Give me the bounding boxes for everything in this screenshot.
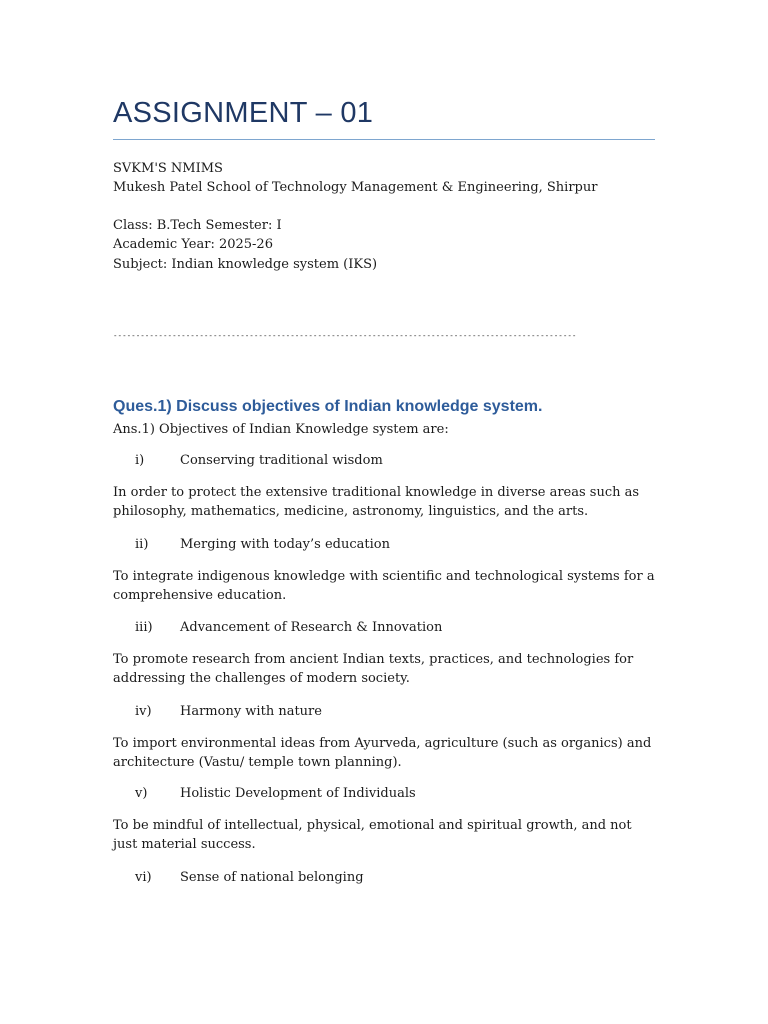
list-item-number: i) [135,453,145,468]
list-item-title: Merging with today’s education [180,537,390,552]
title-underline [113,139,655,140]
list-item-number: vi) [135,870,152,885]
list-item-title: Conserving traditional wisdom [180,453,383,468]
separator-line: ------------------------------------------------------------------------------------------------------ [113,331,577,340]
list-item-description: In order to protect the extensive traditional knowledge in diverse areas such as philosophy, mathematics, medicine, astronomy, linguistics, and the arts. [113,485,640,519]
academic-year: Academic Year: 2025-26 [113,237,273,252]
list-item-title: Sense of national belonging [180,870,364,885]
school-name: Mukesh Patel School of Technology Management & Engineering, Shirpur [113,180,598,195]
list-item-number: iv) [135,704,152,719]
list-item-number: v) [135,786,148,801]
list-item-title: Harmony with nature [180,704,322,719]
list-item-description: To import environmental ideas from Ayurveda, agriculture (such as organics) and architecture (Vastu/ temple town planning). [113,736,652,770]
list-item-description: To promote research from ancient Indian texts, practices, and technologies for addressing the challenges of modern society. [113,652,634,686]
answer-intro: Ans.1) Objectives of Indian Knowledge system are: [113,422,449,437]
subject-line: Subject: Indian knowledge system (IKS) [113,257,378,272]
list-item-description: To be mindful of intellectual, physical, emotional and spiritual growth, and not just material success. [113,818,632,852]
class-line: Class: B.Tech Semester: I [113,218,282,233]
institution-name: SVKM'S NMIMS [113,161,223,176]
list-item-description: To integrate indigenous knowledge with scientific and technological systems for a comprehensive education. [113,569,655,603]
list-item-number: iii) [135,620,153,635]
question-heading: Ques.1) Discuss objectives of Indian knowledge system. [113,398,543,415]
list-item-title: Holistic Development of Individuals [180,786,416,801]
page-title: ASSIGNMENT – 01 [113,97,374,129]
list-item-title: Advancement of Research & Innovation [180,620,443,635]
list-item-number: ii) [135,537,149,552]
